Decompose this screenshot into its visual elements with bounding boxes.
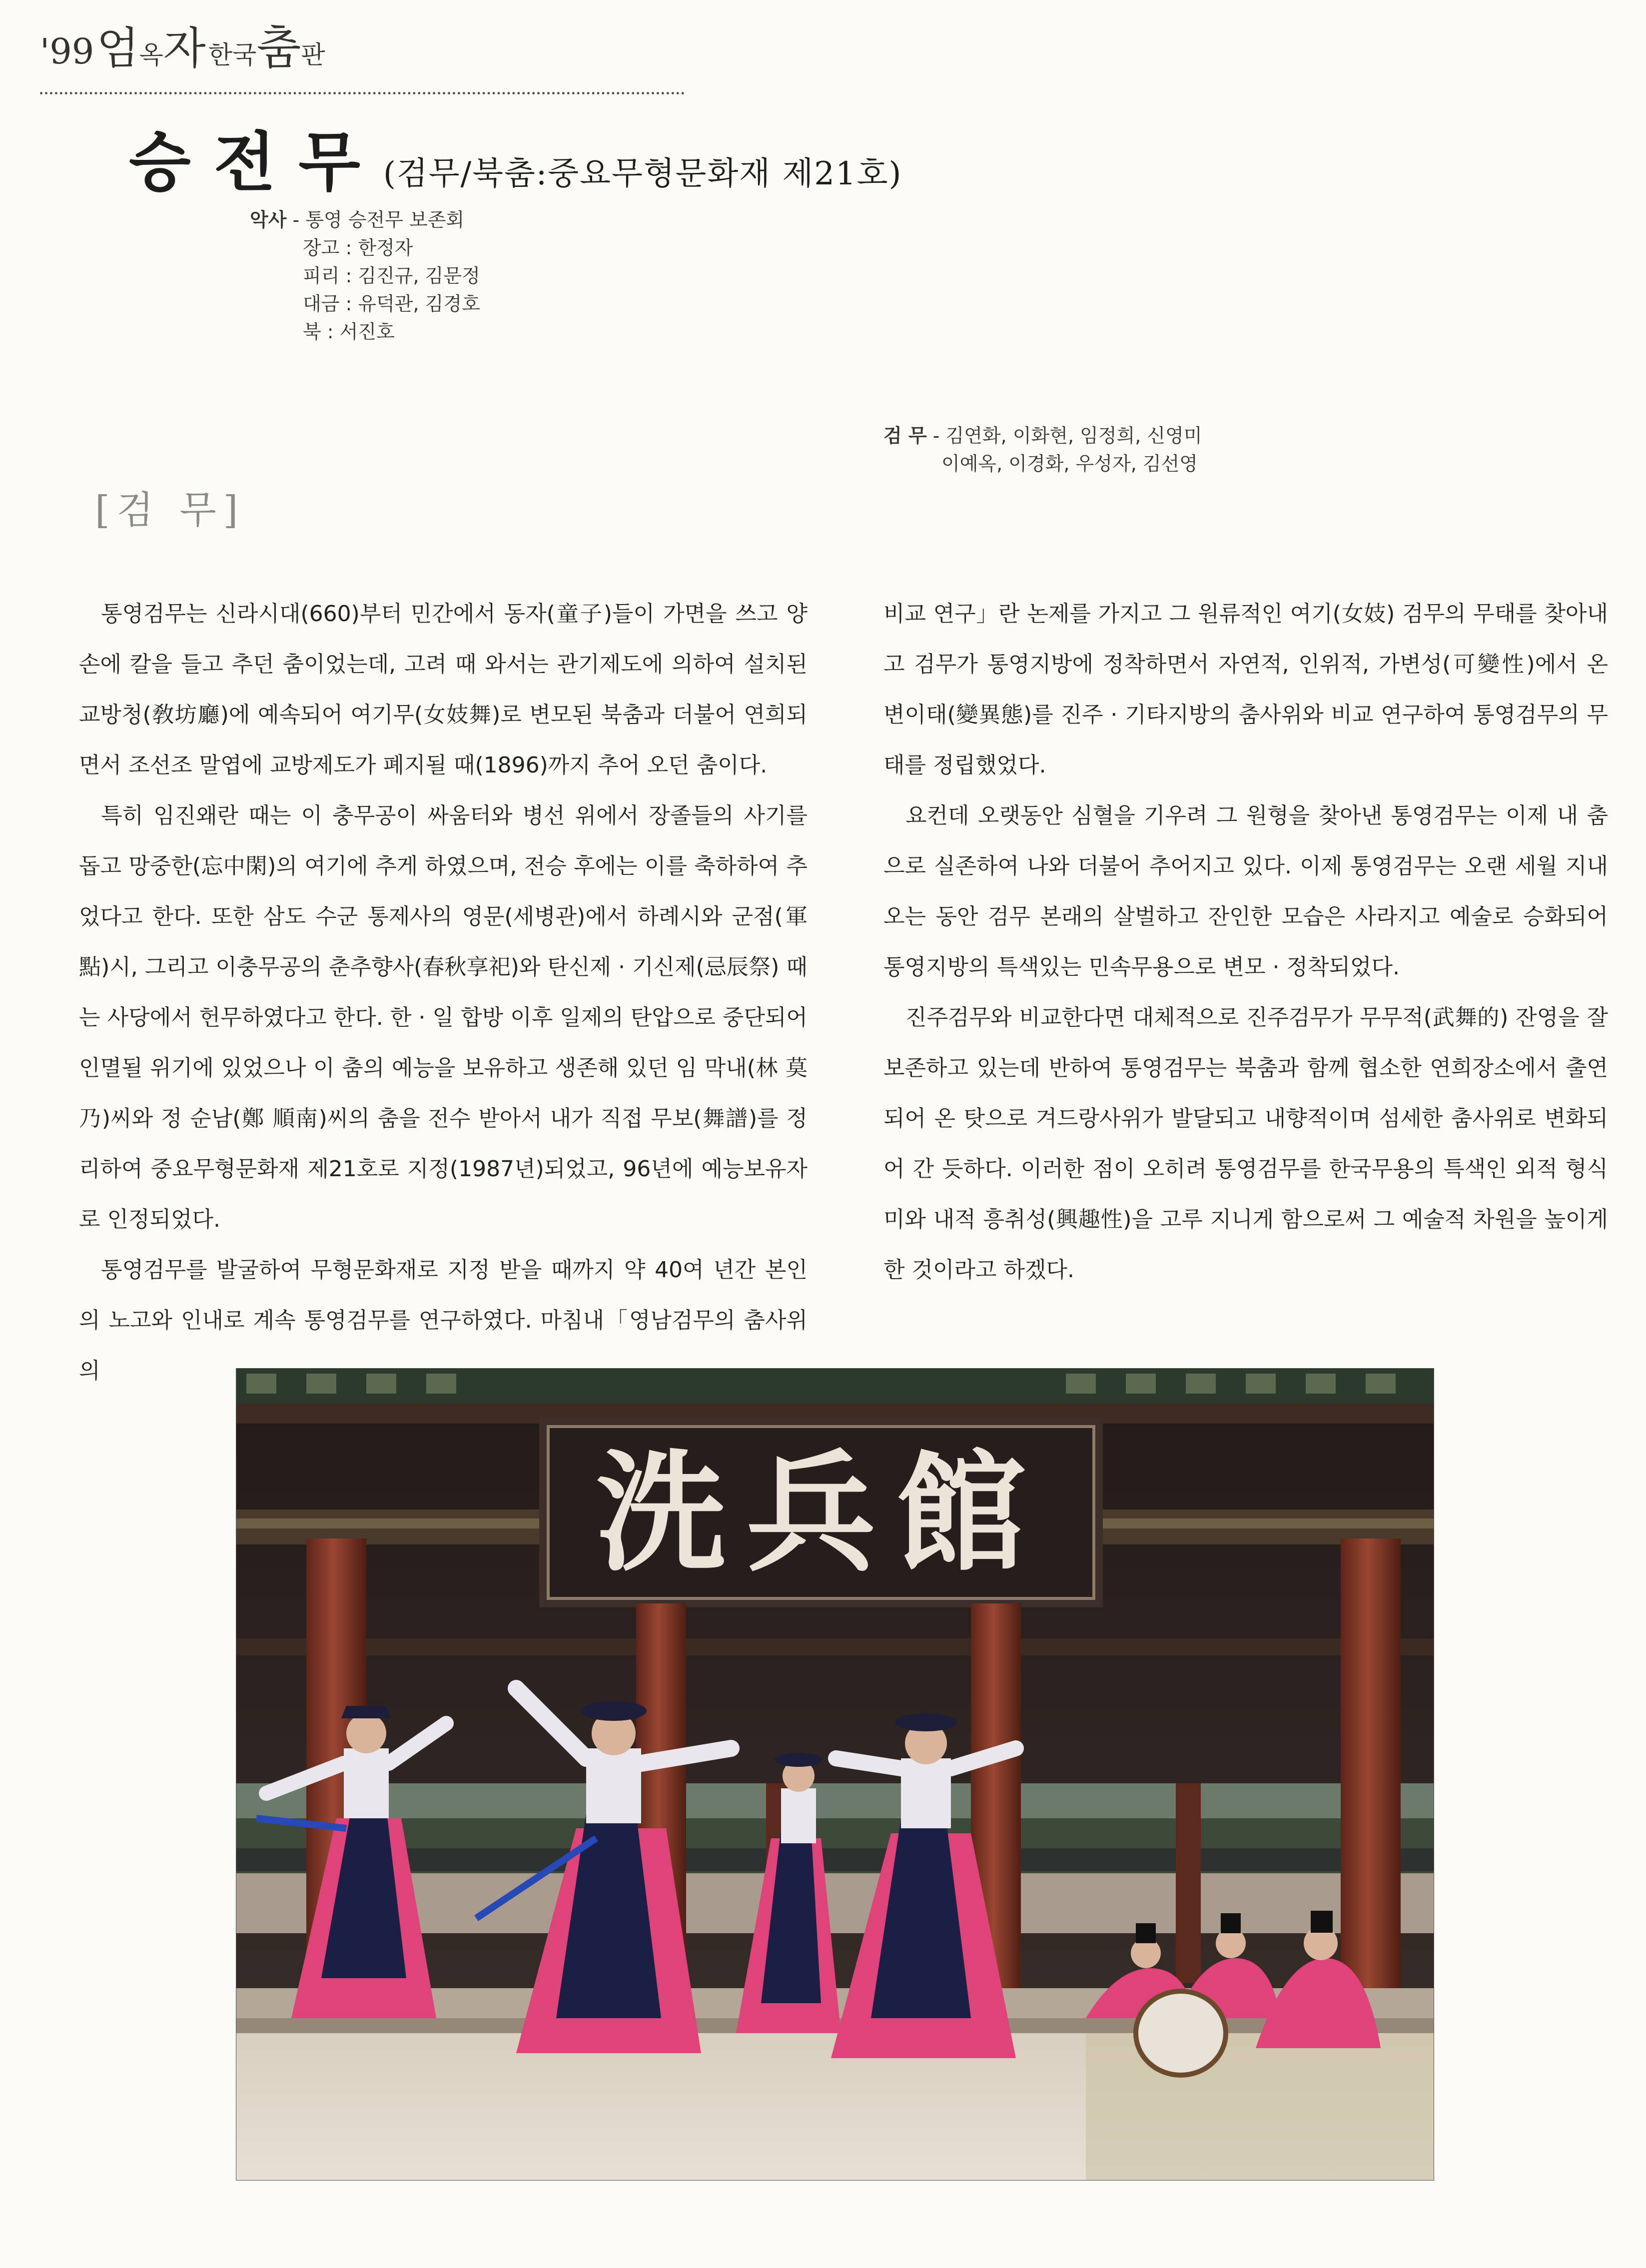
sword-credits-row bbox=[883, 422, 1202, 450]
music-credits bbox=[250, 206, 480, 346]
music-credit-janggo: 장고 : 한정자 bbox=[303, 237, 413, 259]
header-dance: 춤 bbox=[256, 21, 301, 74]
running-header bbox=[40, 11, 325, 77]
sword-credits bbox=[883, 422, 1202, 478]
header-name-3: 자 bbox=[163, 22, 206, 74]
body-column-left bbox=[79, 589, 808, 1396]
drum-icon bbox=[1136, 1991, 1226, 2075]
sword-credits-line1: - 김연화, 이화현, 임정희, 신영미 bbox=[932, 425, 1202, 447]
signboard-text: 洗兵館 bbox=[596, 1437, 1046, 1589]
header-divider bbox=[40, 92, 685, 94]
performance-photo bbox=[236, 1368, 1434, 2181]
header-name-2: 옥 bbox=[139, 40, 163, 69]
paragraph: 비교 연구」란 논제를 가지고 그 원류적인 여기(女妓) 검무의 무태를 찾아내고 검무가 통영지방에 정착하면서 자연적, 인위적, 가변성(可變性)에서 온 변이태(變異態)를 진주 · 기타지방의 춤사위와 비교 연구하여 통영검무의 무태를 정립했었다. bbox=[883, 601, 1608, 778]
music-credit-daegeum: 대금 : 유덕관, 김경호 bbox=[303, 293, 480, 315]
sword-credits-label: 검 무 bbox=[883, 425, 927, 447]
music-credits-row bbox=[250, 206, 480, 234]
paragraph: 요컨데 오랫동안 심혈을 기우려 그 원형을 찾아낸 통영검무는 이제 내 춤으로 실존하여 나와 더불어 추어지고 있다. 이제 통영검무는 오랜 세월 지내오는 동안 검무 본래의 살벌하고 잔인한 모습은 사라지고 예술로 승화되어 통영지방의 특색있는 민속무용으로 변모 · 정착되었다. bbox=[883, 803, 1608, 980]
music-credit-buk: 북 : 서진호 bbox=[303, 321, 395, 343]
header-pan: 판 bbox=[301, 40, 325, 69]
body-column-right bbox=[883, 589, 1608, 1295]
section-heading: [검 무] bbox=[95, 488, 245, 532]
music-credit-piri: 피리 : 김진규, 김문정 bbox=[303, 265, 480, 287]
header-year: '99 bbox=[40, 31, 94, 72]
music-credits-group: - 통영 승전무 보존회 bbox=[292, 209, 465, 231]
sword-credits-line2: 이예옥, 이경화, 우성자, 김선영 bbox=[941, 453, 1198, 475]
music-credits-label: 악사 bbox=[250, 209, 287, 231]
signboard bbox=[539, 1418, 1103, 1607]
performance-photo-illustration bbox=[236, 1369, 1434, 2180]
page-title bbox=[129, 111, 902, 203]
paragraph: 진주검무와 비교한다면 대체적으로 진주검무가 무무적(武舞的) 잔영을 잘 보존하고 있는데 반하여 통영검무는 북춤과 함께 협소한 연희장소에서 출연되어 온 탓으로 겨드랑사위가 발달되고 내향적이며 섬세한 춤사위로 변화되어 간 듯하다. 이러한 점이 오히려 통영검무를 한국무용의 특색인 외적 형식미와 내적 흥취성(興趣性)을 고루 지니게 함으로써 그 예술적 차원을 높이게 한 것이라고 하겠다. bbox=[883, 1005, 1608, 1283]
title-subtitle: (검무/북춤:중요무형문화재 제21호) bbox=[383, 155, 902, 192]
header-name-1: 엄 bbox=[96, 22, 139, 74]
title-main: 승전무 bbox=[129, 125, 383, 200]
paragraph: 특히 임진왜란 때는 이 충무공이 싸움터와 병선 위에서 장졸들의 사기를 돕고 망중한(忘中閑)의 여기에 추게 하였으며, 전승 후에는 이를 축하하여 추었다고 한다. 또한 삼도 수군 통제사의 영문(세병관)에서 하례시와 군점(軍點)시, 그리고 이충무공의 춘추향사(春秋享祀)와 탄신제 · 기신제(忌辰祭) 때는 사당에서 헌무하였다고 한다. 한 · 일 합방 이후 일제의 탄압으로 중단되어 인멸될 위기에 있었으나 이 춤의 예능을 보유하고 생존해 있던 임 막내(林 莫乃)씨와 정 순남(鄭 順南)씨의 춤을 전수 받아서 내가 직접 무보(舞譜)를 정리하여 중요무형문화재 제21호로 지정(1987년)되었고, 96년에 예능보유자로 인정되었다. bbox=[79, 803, 808, 1232]
paragraph: 통영검무는 신라시대(660)부터 민간에서 동자(童子)들이 가면을 쓰고 양손에 칼을 들고 추던 춤이었는데, 고려 때 와서는 관기제도에 의하여 설치된 교방청(敎坊廳)에 예속되어 여기무(女妓舞)로 변모된 북춤과 더불어 연희되면서 조선조 말엽에 교방제도가 폐지될 때(1896)까지 추어 오던 춤이다. bbox=[79, 601, 808, 778]
header-korea: 한국 bbox=[208, 40, 257, 69]
paragraph: 통영검무를 발굴하여 무형문화재로 지정 받을 때까지 약 40여 년간 본인의 노고와 인내로 계속 통영검무를 연구하였다. 마침내「영남검무의 춤사위의 bbox=[79, 1257, 808, 1384]
